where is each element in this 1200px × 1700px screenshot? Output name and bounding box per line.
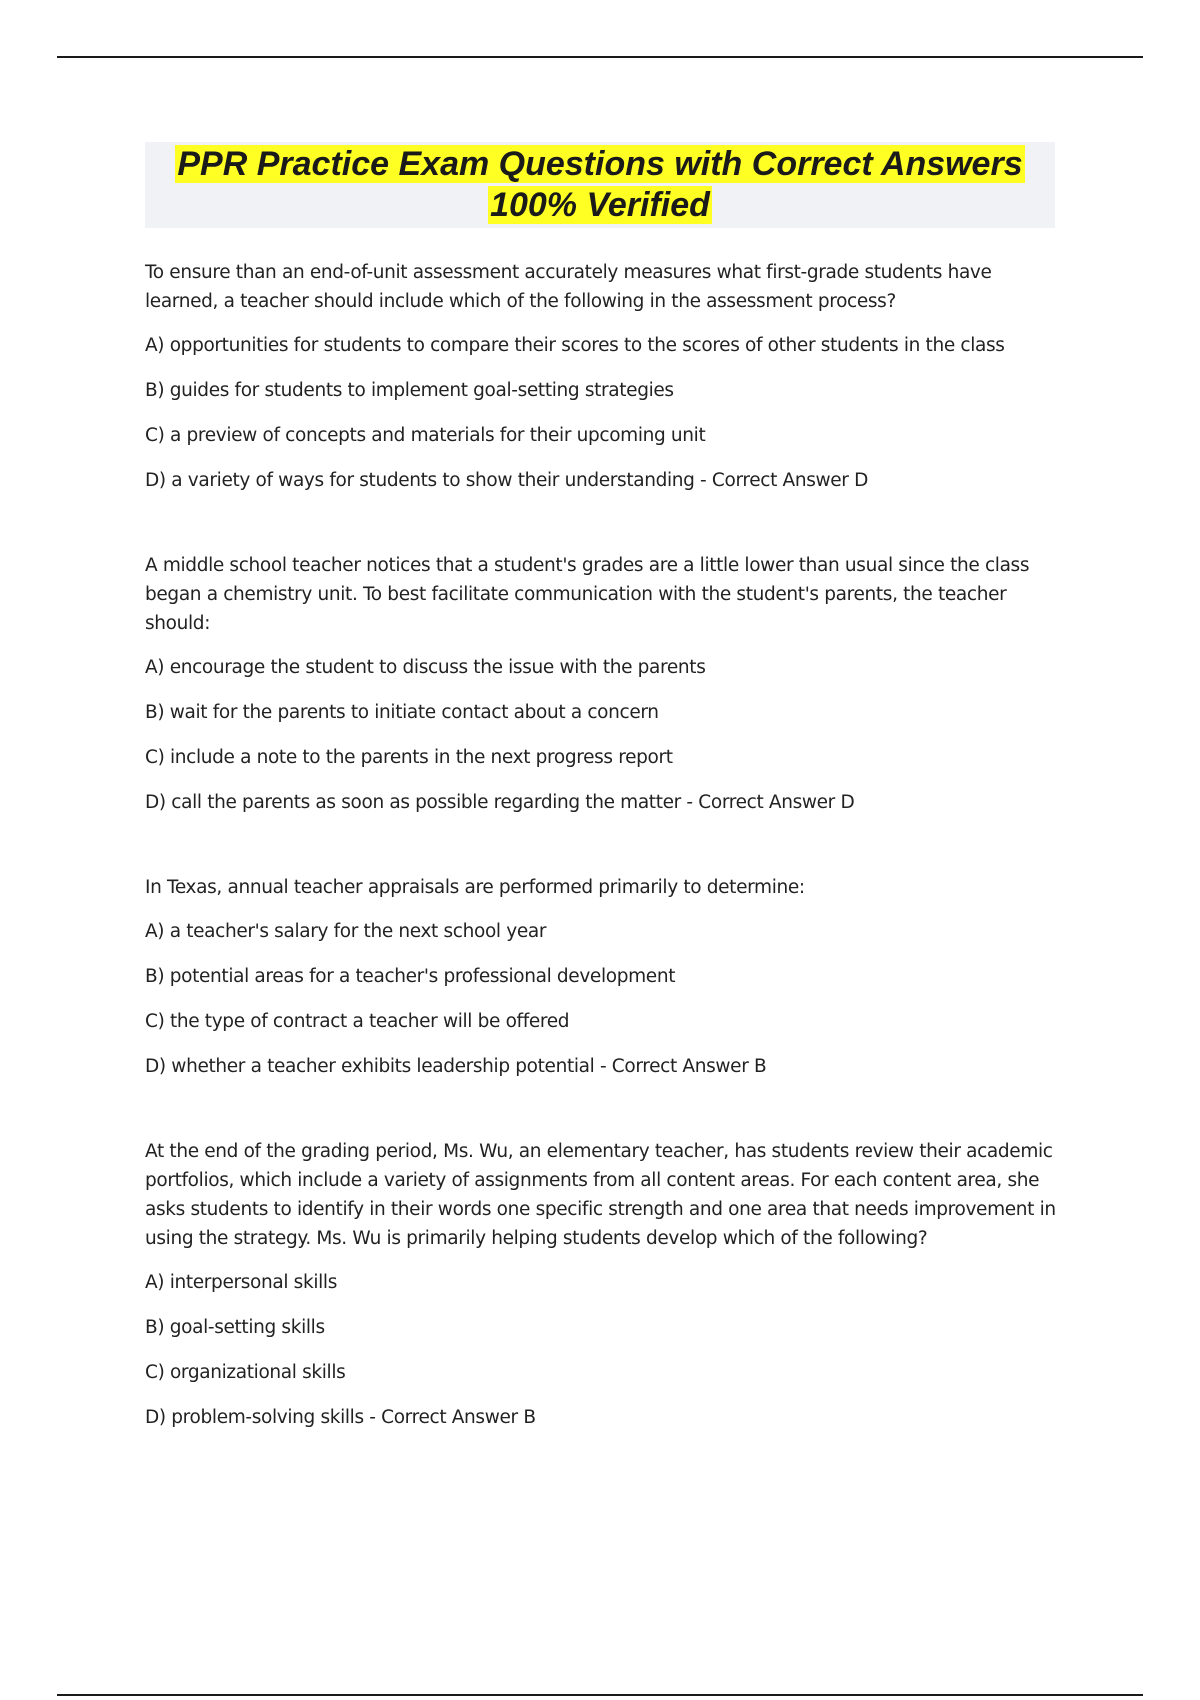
footer-rule [57,1694,1143,1696]
question-4-option-c: C) organizational skills [145,1362,346,1383]
question-3-option-b: B) potential areas for a teacher's professional development [145,966,676,987]
question-4-option-b: B) goal-setting skills [145,1317,325,1338]
title-line-1: PPR Practice Exam Questions with Correct Answers [177,145,1023,183]
question-2-option-a: A) encourage the student to discuss the issue with the parents [145,657,706,678]
question-1 [145,258,1060,495]
title-line-2: 100% Verified [490,186,710,224]
question-1-option-c: C) a preview of concepts and materials for their upcoming unit [145,425,706,446]
question-2-option-b: B) wait for the parents to initiate contact about a concern [145,702,659,723]
questions-content [145,258,1060,1488]
question-1-option-b: B) guides for students to implement goal-setting strategies [145,380,674,401]
question-2-stem: A middle school teacher notices that a student's grades are a little lower than usual since the class began a chemistry unit. To best facilitate communication with the student's parents, the teacher should: [145,555,1030,634]
question-1-stem: To ensure than an end-of-unit assessment accurately measures what first-grade students have learned, a teacher should include which of the following in the assessment process? [145,262,992,312]
page-title [145,142,1055,226]
question-1-option-d: D) a variety of ways for students to show their understanding - Correct Answer D [145,470,868,491]
question-4-stem: At the end of the grading period, Ms. Wu, an elementary teacher, has students review their academic portfolios, which include a variety of assignments from all content areas. For each content area, she asks students to identify in their words one specific strength and one area that needs improvement in using the strategy. Ms. Wu is primarily helping students develop which of the following? [145,1141,1056,1249]
question-4-option-d: D) problem-solving skills - Correct Answer B [145,1407,536,1428]
question-4-option-a: A) interpersonal skills [145,1272,337,1293]
question-2-option-d: D) call the parents as soon as possible regarding the matter - Correct Answer D [145,792,855,813]
question-1-option-a: A) opportunities for students to compare their scores to the scores of other students in the class [145,335,1005,356]
question-3-stem: In Texas, annual teacher appraisals are performed primarily to determine: [145,877,805,898]
header-rule [57,56,1143,58]
question-3-option-d: D) whether a teacher exhibits leadership potential - Correct Answer B [145,1056,767,1077]
question-4 [145,1137,1060,1432]
question-3-option-c: C) the type of contract a teacher will be offered [145,1011,570,1032]
question-2-option-c: C) include a note to the parents in the next progress report [145,747,673,768]
question-3-option-a: A) a teacher's salary for the next school year [145,921,547,942]
question-3 [145,873,1060,1081]
title-block [145,142,1055,228]
question-2 [145,551,1060,817]
